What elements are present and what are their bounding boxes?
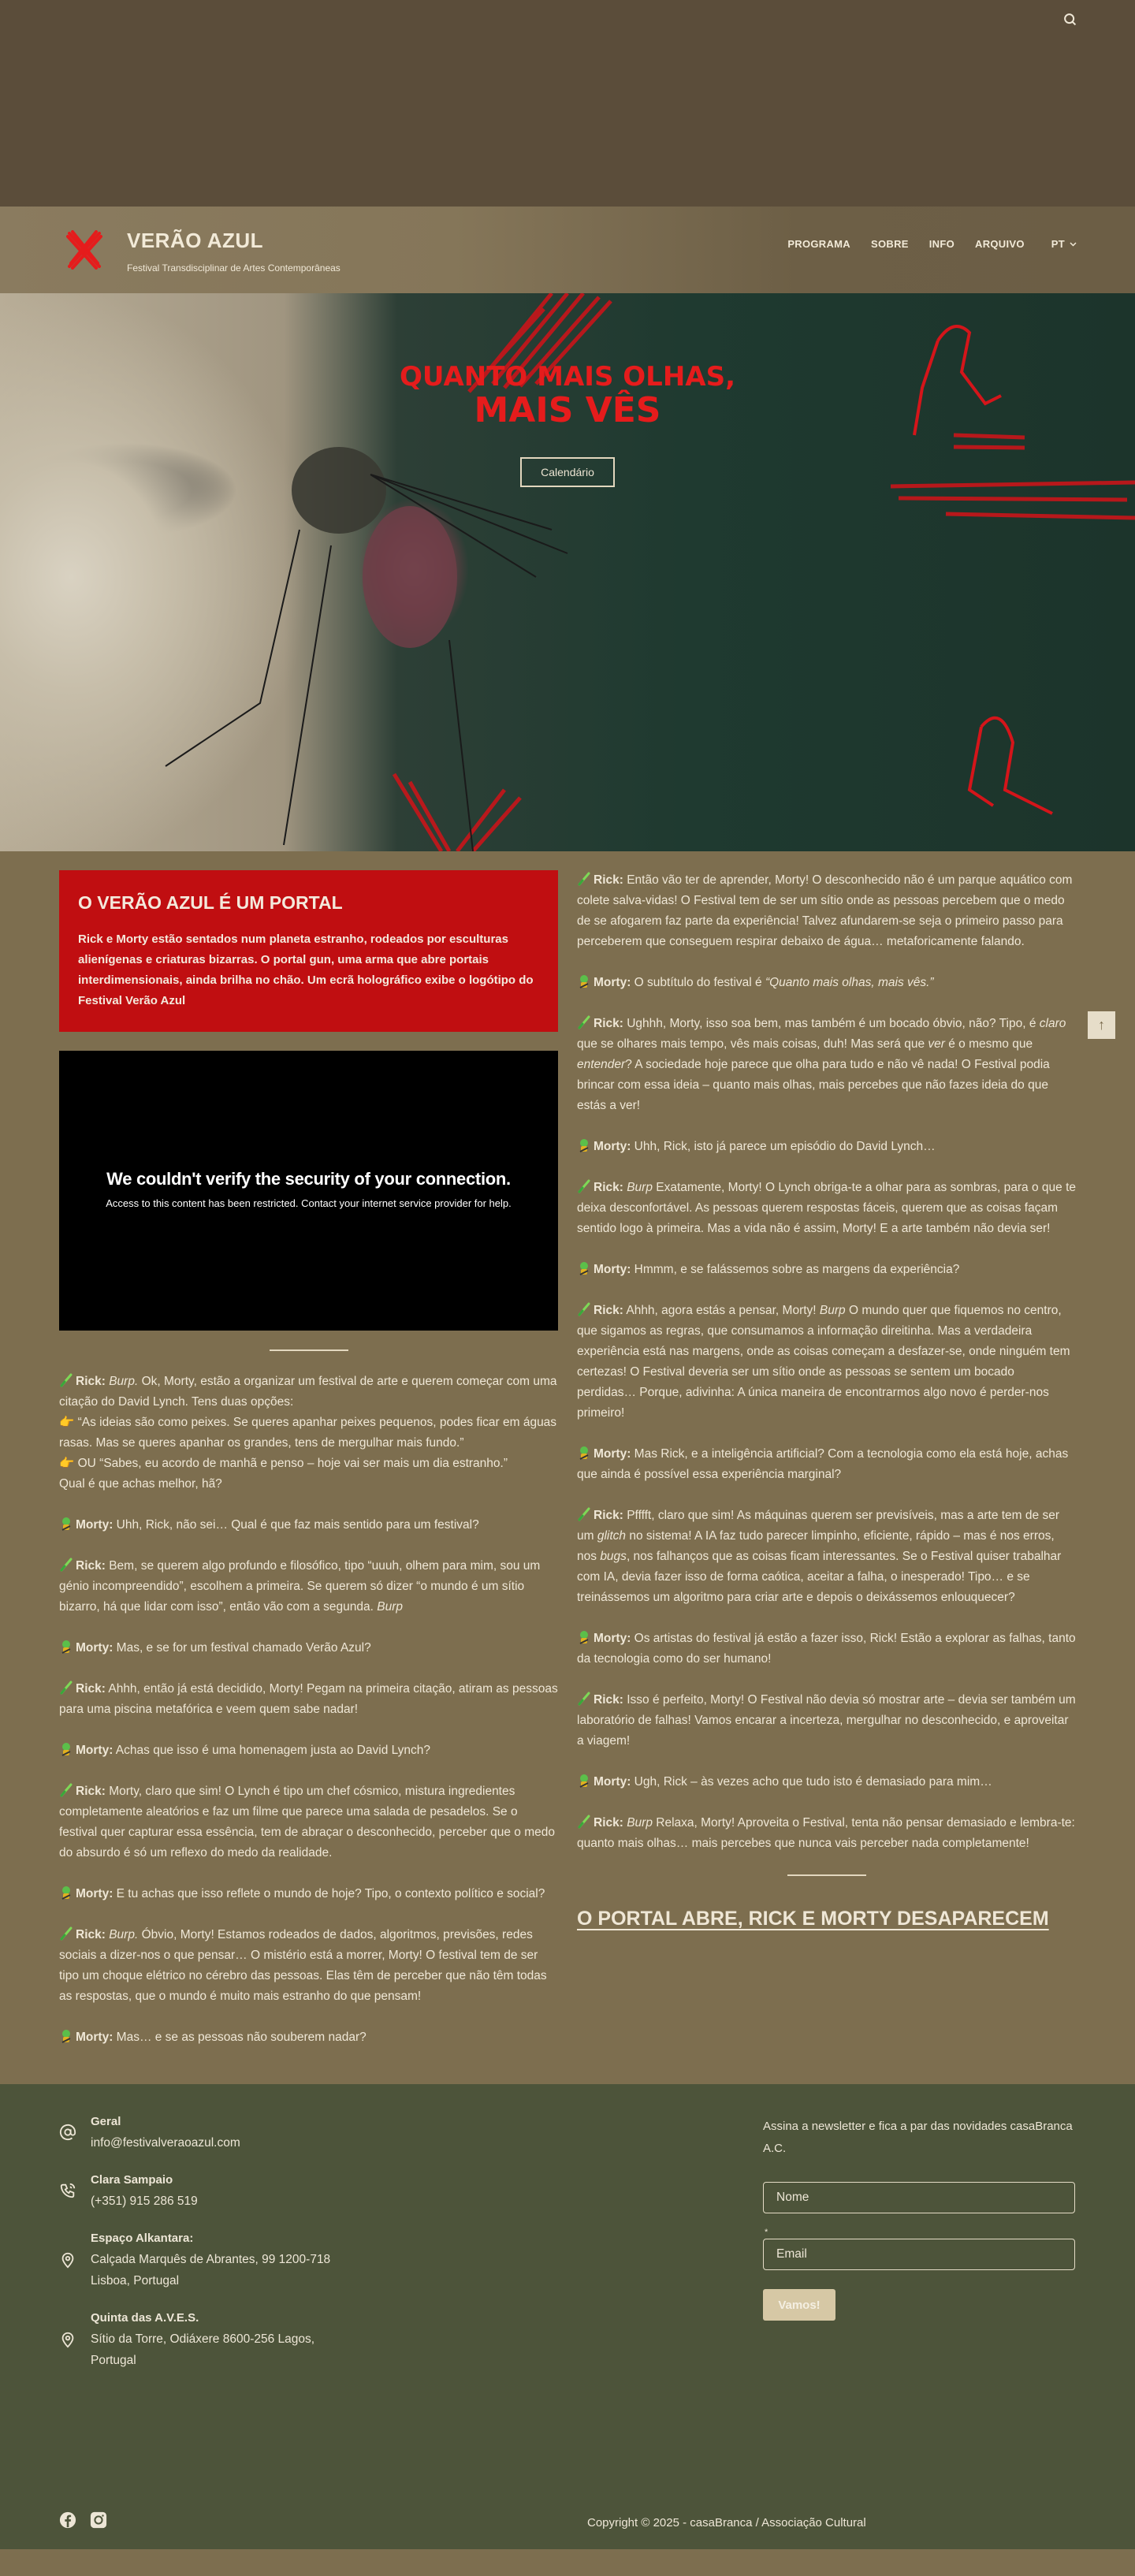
email-input[interactable] <box>763 2239 1075 2270</box>
dialogue-line: Morty: Os artistas do festival já estão a fazer isso, Rick! Estão a explorar as falhas, tanto da tecnologia como do ser humano! <box>577 1632 1076 1666</box>
speaker-name: Morty: <box>594 1140 631 1153</box>
speaker-name: Rick: <box>594 1693 623 1707</box>
speaker-name: Rick: <box>76 1785 106 1798</box>
speaker-name: Rick: <box>594 1017 623 1030</box>
newsletter-form <box>763 2116 1078 2321</box>
test-tube-icon <box>59 1558 73 1572</box>
nav-info[interactable]: INFO <box>928 238 955 250</box>
dialogue-line: Morty: Mas… e se as pessoas não souberem nadar? <box>59 2027 558 2048</box>
portal-intro-box <box>59 870 558 1032</box>
social-links <box>59 2511 107 2529</box>
name-input[interactable] <box>763 2182 1075 2213</box>
required-mark: * <box>765 2228 768 2237</box>
dialogue-line: Morty: Mas, e se for um festival chamado Verão Azul? <box>59 1638 558 1658</box>
speaker-name: Rick: <box>76 1682 106 1696</box>
test-tube-icon <box>59 1783 73 1797</box>
speaker-name: Morty: <box>76 1744 114 1757</box>
zombie-icon <box>577 1446 591 1460</box>
zombie-icon <box>577 1261 591 1275</box>
top-bar <box>0 0 1135 207</box>
left-column <box>59 870 558 2068</box>
contact-address-line: Calçada Marquês de Abrantes, 99 1200-718 <box>91 2253 331 2266</box>
zombie-icon <box>59 1640 73 1654</box>
zombie-icon <box>577 974 591 988</box>
portal-title: O VERÃO AZUL É UM PORTAL <box>78 892 343 913</box>
contact-address-line: Portugal <box>91 2354 136 2367</box>
dialogue-line: Morty: Uhh, Rick, isto já parece um episódio do David Lynch… <box>577 1137 1076 1157</box>
dialogue-line: Rick: Burp. Ok, Morty, estão a organizar um festival de arte e querem começar com uma citação do David Lynch. Tens duas opções: 👉 “As ideias são como peixes. Se queres apanhar peixes pequenos, podes ficar em águas rasas. Mas se queres apanhar os grandes, tens de mergulhar mais fundo.” 👉 OU “Sabes, eu acordo de manhã e penso – hoje vai ser mais um dia estranho.” Qual é que achas melhor, hã? <box>59 1375 557 1491</box>
test-tube-icon <box>59 1681 73 1695</box>
zombie-icon <box>59 1885 73 1900</box>
copyright: Copyright © 2025 - casaBranca / Associação Cultural <box>587 2516 866 2529</box>
contact-title: Espaço Alkantara: <box>91 2232 194 2245</box>
dialogue-right <box>577 870 1076 1854</box>
test-tube-icon <box>577 1692 591 1706</box>
contact-address-line: Sítio da Torre, Odiáxere 8600-256 Lagos, <box>91 2332 315 2346</box>
zombie-icon <box>577 1774 591 1788</box>
speaker-name: Morty: <box>76 1518 114 1532</box>
main-nav <box>787 238 1077 250</box>
zombie-icon <box>577 1630 591 1644</box>
contact-title: Clara Sampaio <box>91 2173 173 2187</box>
closing-heading: O PORTAL ABRE, RICK E MORTY DESAPARECEM <box>577 1908 1049 1930</box>
speaker-name: Morty: <box>76 1887 114 1900</box>
speaker-name: Rick: <box>594 1509 623 1522</box>
speaker-name: Morty: <box>76 1641 114 1655</box>
test-tube-icon <box>577 1302 591 1316</box>
zombie-icon <box>59 2029 73 2043</box>
contact-email[interactable]: info@festivalveraoazul.com <box>91 2136 240 2150</box>
speaker-name: Rick: <box>594 1816 623 1830</box>
contact-phone-number[interactable]: (+351) 915 286 519 <box>91 2194 198 2208</box>
speaker-name: Morty: <box>594 1775 631 1789</box>
speaker-name: Morty: <box>594 976 631 989</box>
divider <box>270 1349 348 1351</box>
language-selector[interactable] <box>1051 238 1077 250</box>
dialogue-line: Rick: Bem, se querem algo profundo e filosófico, tipo “uuuh, olhem para mim, sou um génio incompreendido”, escolhem a primeira. Se querem só dizer “o mundo é um sítio bizarro, há que lidar com isso”, então vão com a segunda. Burp <box>59 1559 541 1614</box>
scroll-to-top-button[interactable]: ↑ <box>1088 1011 1115 1039</box>
dialogue-line: Morty: Mas Rick, e a inteligência artificial? Com a tecnologia como ela está hoje, achas que ainda é possível essa experiência marginal? <box>577 1447 1069 1481</box>
nav-sobre[interactable]: SOBRE <box>871 238 909 250</box>
test-tube-icon <box>59 1926 73 1941</box>
dialogue-line: Rick: Burp. Óbvio, Morty! Estamos rodeados de dados, algoritmos, previsões, redes sociais a dizer-nos o que pensar… O mistério está a morrer, Morty! O festival tem de ser tipo um choque elétrico no cérebro das pessoas. Elas têm de perceber que não têm todas as respostas, que o mundo é muito mais estranho do que pensam! <box>59 1928 547 2003</box>
at-icon <box>59 2124 76 2141</box>
speaker-name: Rick: <box>76 1375 106 1388</box>
dialogue-line: Morty: O subtítulo do festival é “Quanto mais olhas, mais vês.” <box>577 973 1076 993</box>
speaker-name: Morty: <box>76 2031 114 2044</box>
dialogue-line: Morty: Hmmm, e se falássemos sobre as margens da experiência? <box>577 1260 1076 1280</box>
facebook-icon[interactable] <box>59 2511 76 2529</box>
nav-arquivo[interactable]: ARQUIVO <box>975 238 1025 250</box>
dialogue-line: Rick: Ughhh, Morty, isso soa bem, mas também é um bocado óbvio, não? Tipo, é claro que se olhares mais tempo, vês mais coisas, duh! Mas será que ver é o mesmo que entender? A sociedade hoje parece que olha para tudo e não vê nada! O Festival podia brincar com essa ideia – quanto mais olhas, mais percebes que não fazes ideia do que estás a ver! <box>577 1017 1066 1112</box>
speaker-name: Morty: <box>594 1632 631 1645</box>
video-embed[interactable] <box>59 1051 558 1331</box>
logo-x-icon[interactable] <box>65 230 104 270</box>
nav-programa[interactable]: PROGRAMA <box>787 238 850 250</box>
test-tube-icon <box>577 1179 591 1193</box>
dialogue-line: Rick: Ahhh, então já está decidido, Morty! Pegam na primeira citação, atiram as pessoas para uma piscina metafórica e veem quem sabe nadar! <box>59 1682 558 1716</box>
zombie-icon <box>59 1742 73 1756</box>
dialogue-left <box>59 1372 558 2048</box>
instagram-icon[interactable] <box>90 2511 107 2529</box>
main-content <box>0 851 1135 2084</box>
video-error-title: We couldn't verify the security of your connection. <box>106 1169 511 1189</box>
chevron-down-icon <box>1070 242 1077 247</box>
contact-phone <box>59 2169 330 2212</box>
right-column <box>577 870 1076 2068</box>
speaker-name: Morty: <box>594 1447 631 1461</box>
hero-title <box>0 363 1135 430</box>
dialogue-line: Rick: Então vão ter de aprender, Morty! O desconhecido não é um parque aquático com colete salva-vidas! O Festival tem de ser um sítio onde as pessoas percebem que o medo de se afogarem faz parte da experiência! Talvez afundarem-se seja o primeiro passo para perceberem que conseguem respirar debaixo de água… metaforicamente falando. <box>577 873 1073 948</box>
dialogue-line: Morty: Uhh, Rick, não sei… Qual é que faz mais sentido para um festival? <box>59 1515 558 1536</box>
speaker-name: Rick: <box>76 1928 106 1941</box>
hero-title-line2: MAIS VÊS <box>474 390 661 431</box>
phone-icon <box>59 2182 76 2199</box>
portal-text: Rick e Morty estão sentados num planeta estranho, rodeados por esculturas alienígenas e criaturas bizarras. O portal gun, uma arma que abre portais interdimensionais, ainda brilha no chão. Um ecrã holográfico exibe o logótipo do Festival Verão Azul <box>78 932 534 1007</box>
dialogue-line: Rick: Burp Exatamente, Morty! O Lynch obriga-te a olhar para as sombras, para o que te deixa desconfortável. As pessoas querem respostas fáceis, querem que as coisas façam sentido logo à primeira. Mas a vida não é assim, Morty! E a arte também não devia ser! <box>577 1181 1077 1235</box>
hero-title-line1: QUANTO MAIS OLHAS, <box>399 361 736 393</box>
site-title[interactable]: VERÃO AZUL <box>127 229 264 252</box>
location-icon <box>59 2251 76 2269</box>
search-icon[interactable] <box>1062 11 1079 28</box>
speaker-name: Rick: <box>594 1304 623 1317</box>
dialogue-line: Rick: Burp Relaxa, Morty! Aproveita o Festival, tenta não pensar demasiado e lembra-te: quanto mais olhas… mais percebes que nunca vais perceber nada completamente! <box>577 1816 1075 1850</box>
contact-address-line: Lisboa, Portugal <box>91 2274 180 2288</box>
dialogue-line: Rick: Pfffft, claro que sim! As máquinas querem ser previsíveis, mas a arte tem de ser um glitch no sistema! A IA faz tudo parecer limpinho, eficiente, rápido – mas é nos erros, nos bugs, nos falhanços que as coisas ficam interessantes. Se o Festival quiser trabalhar com IA, devia fazer isso de forma caótica, aceitar a falha, o inesperado! Tipo… e se treinássemos um algoritmo para criar arte e depois o deixássemos enlouquecer? <box>577 1509 1062 1604</box>
site-subtitle: Festival Transdisciplinar de Artes Contemporâneas <box>127 262 340 274</box>
site-header <box>0 207 1135 293</box>
speaker-name: Rick: <box>594 873 623 887</box>
dialogue-line: Morty: Ugh, Rick – às vezes acho que tudo isto é demasiado para mim… <box>577 1772 1076 1792</box>
test-tube-icon <box>59 1373 73 1387</box>
dialogue-line: Morty: Achas que isso é uma homenagem justa ao David Lynch? <box>59 1740 558 1761</box>
contact-alkantara <box>59 2228 330 2291</box>
location-icon <box>59 2331 76 2348</box>
language-label: PT <box>1051 238 1065 250</box>
speaker-name: Rick: <box>594 1181 623 1194</box>
test-tube-icon <box>577 872 591 886</box>
contact-aves <box>59 2307 330 2371</box>
newsletter-text: Assina a newsletter e fica a par das novidades casaBranca A.C. <box>763 2120 1073 2155</box>
dialogue-line: Morty: E tu achas que isso reflete o mundo de hoje? Tipo, o contexto político e social? <box>59 1884 558 1904</box>
contact-title: Geral <box>91 2115 121 2128</box>
test-tube-icon <box>577 1507 591 1521</box>
subscribe-button[interactable]: Vamos! <box>763 2289 835 2321</box>
zombie-icon <box>577 1138 591 1152</box>
test-tube-icon <box>577 1015 591 1029</box>
speaker-name: Rick: <box>76 1559 106 1573</box>
site-footer <box>0 2084 1135 2549</box>
hero-banner <box>0 293 1135 851</box>
test-tube-icon <box>577 1815 591 1829</box>
dialogue-line: Rick: Ahhh, agora estás a pensar, Morty! Burp O mundo quer que fiquemos no centro, que sigamos as regras, que consumamos a informação direitinha. Mas a verdadeira experiência está nas margens, onde as coisas começam a desfazer-se, onde ninguém tem certezas! O Festival deveria ser um sítio onde as pessoas se sentem um bocado perdidas… Porque, adivinha: A única maneira de encontrarmos algo novo é perder-nos primeiro! <box>577 1304 1070 1420</box>
zombie-icon <box>59 1517 73 1531</box>
brand <box>127 229 340 274</box>
dialogue-line: Rick: Isso é perfeito, Morty! O Festival não devia só mostrar arte – devia ser também um laboratório de falhas! Vamos encarar a incerteza, mergulhar no desconhecido, e aproveitar a viagem! <box>577 1693 1076 1748</box>
calendar-button[interactable]: Calendário <box>520 457 615 487</box>
contact-title: Quinta das A.V.E.S. <box>91 2311 199 2325</box>
speaker-name: Morty: <box>594 1263 631 1276</box>
contact-general <box>59 2111 330 2153</box>
divider <box>787 1874 866 1876</box>
contact-list <box>59 2111 330 2387</box>
dialogue-line: Rick: Morty, claro que sim! O Lynch é tipo um chef cósmico, mistura ingredientes completamente aleatórios e faz um filme que parece uma salada de pesadelos. Se o festival quer capturar essa essência, tem de abraçar o desconhecido, perceber que o medo do absurdo é só um reflexo do medo da realidade. <box>59 1785 555 1859</box>
video-error-text: Access to this content has been restricted. Contact your internet service provider for help. <box>106 1197 512 1209</box>
